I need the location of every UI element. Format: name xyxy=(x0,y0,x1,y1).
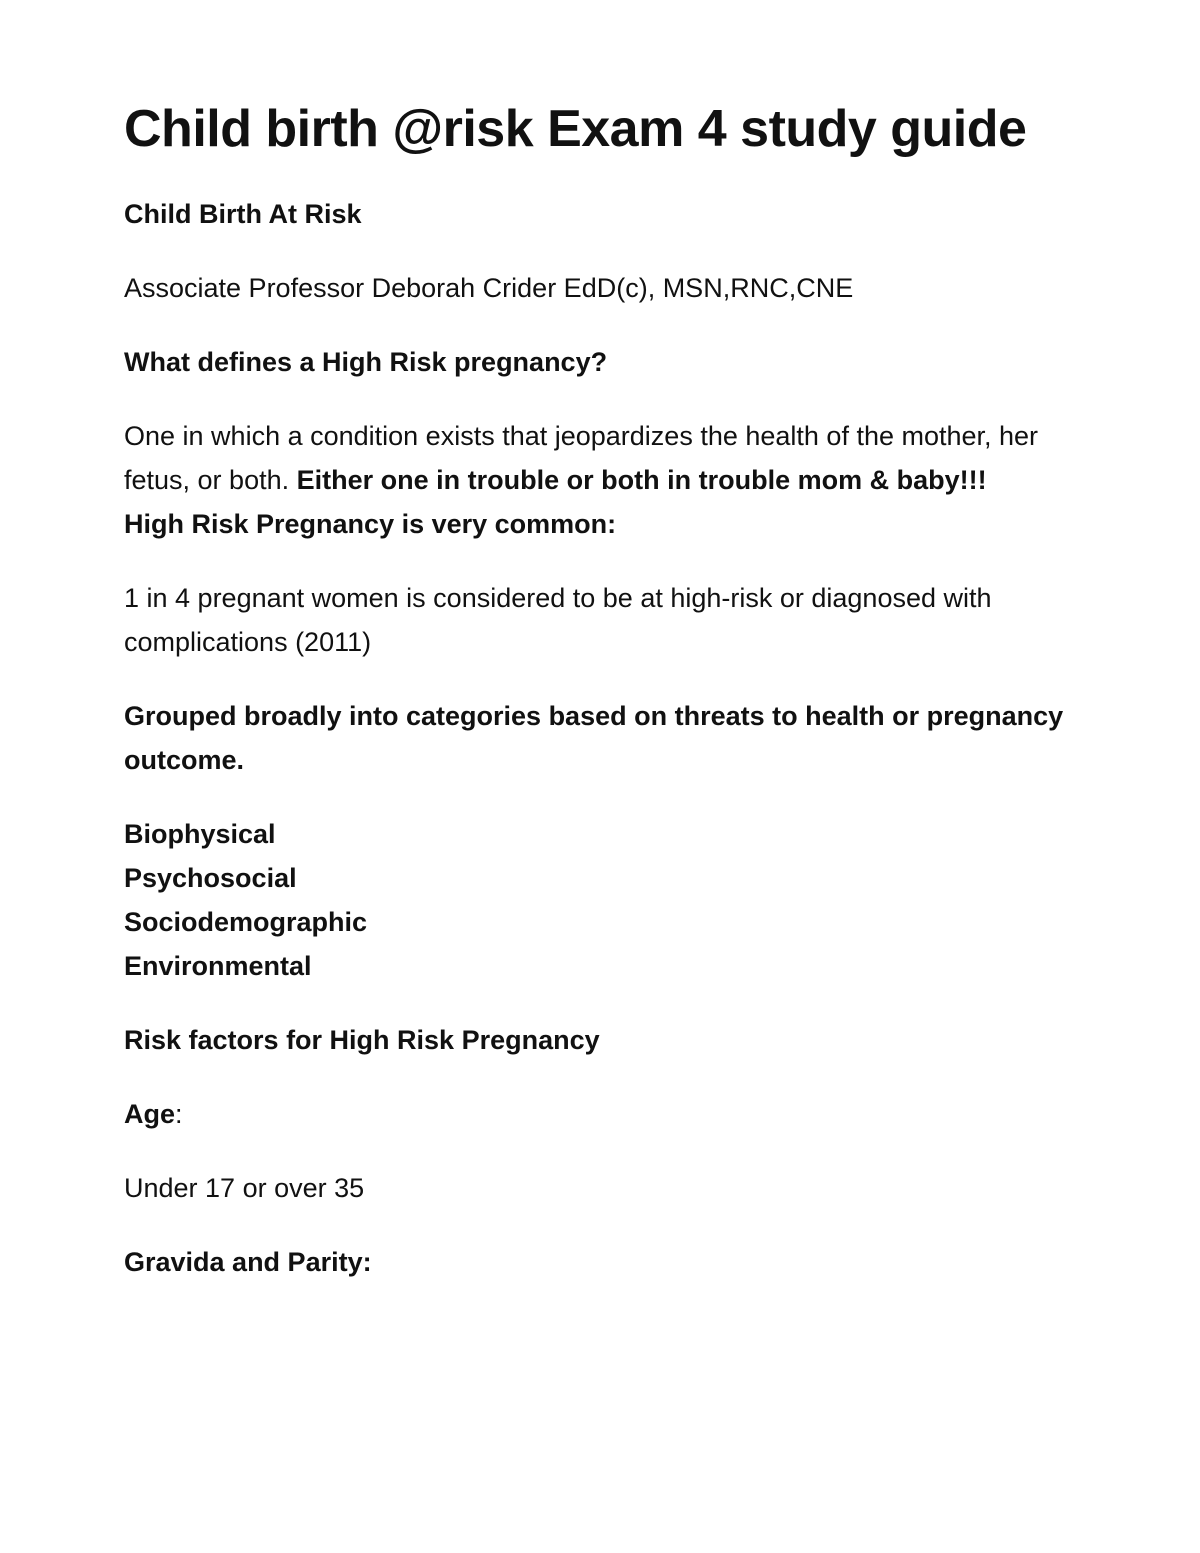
definition-text: One in which a condition exists that jeopardizes the health of the mother, her fetus, or both. xyxy=(124,421,1039,495)
grouped-heading: Grouped broadly into categories based on threats to health or pregnancy outcome. xyxy=(124,701,1064,775)
category-item: Biophysical xyxy=(124,819,276,849)
document-content xyxy=(124,96,1064,1284)
category-list xyxy=(124,812,1064,988)
question-heading: What defines a High Risk pregnancy? xyxy=(124,347,608,377)
author-line: Associate Professor Deborah Crider EdD(c), MSN,RNC,CNE xyxy=(124,273,854,303)
category-item: Sociodemographic xyxy=(124,907,368,937)
age-label-line xyxy=(124,1092,1064,1136)
age-label: Age xyxy=(124,1099,176,1129)
category-item: Environmental xyxy=(124,951,312,981)
gravida-heading: Gravida and Parity: xyxy=(124,1247,372,1277)
definition-paragraph xyxy=(124,414,1064,502)
age-colon: : xyxy=(175,1099,183,1129)
document-title: Child birth @risk Exam 4 study guide xyxy=(124,100,1027,158)
statistic-paragraph: 1 in 4 pregnant women is considered to be at high-risk or diagnosed with complications (2011) xyxy=(124,583,992,657)
document-subtitle: Child Birth At Risk xyxy=(124,199,362,229)
category-item: Psychosocial xyxy=(124,863,297,893)
risk-factors-heading: Risk factors for High Risk Pregnancy xyxy=(124,1025,600,1055)
age-value: Under 17 or over 35 xyxy=(124,1173,365,1203)
definition-emphasis: Either one in trouble or both in trouble mom & baby!!! xyxy=(296,465,987,495)
common-heading: High Risk Pregnancy is very common: xyxy=(124,509,617,539)
